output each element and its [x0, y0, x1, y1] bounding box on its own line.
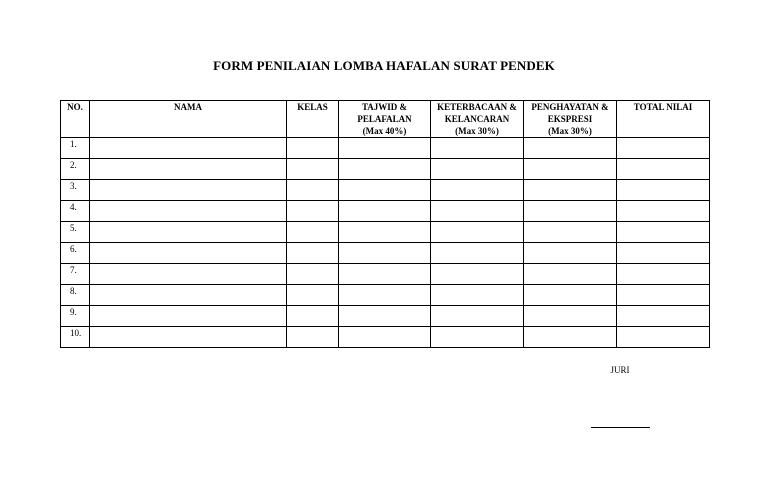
- cell-tajwid: [339, 285, 431, 306]
- cell-tajwid: [339, 180, 431, 201]
- header-penghayatan-ekspresi: PENGHAYATAN & EKSPRESI (Max 30%): [524, 101, 617, 138]
- table-header-row: [61, 101, 710, 138]
- table-row: [61, 159, 710, 180]
- row-number: 6.: [61, 243, 90, 264]
- table-row: [61, 222, 710, 243]
- row-number: 2.: [61, 159, 90, 180]
- cell-total: [617, 159, 710, 180]
- cell-kelas: [287, 159, 339, 180]
- cell-kelas: [287, 138, 339, 159]
- table-row: [61, 180, 710, 201]
- cell-penghayatan: [524, 327, 617, 348]
- cell-keterbacaan: [431, 243, 524, 264]
- table-row: [61, 243, 710, 264]
- cell-nama: [90, 285, 287, 306]
- cell-nama: [90, 327, 287, 348]
- signature-line: [591, 427, 650, 428]
- header-keterbacaan-kelancaran: KETERBACAAN & KELANCARAN (Max 30%): [431, 101, 524, 138]
- cell-kelas: [287, 201, 339, 222]
- cell-nama: [90, 201, 287, 222]
- cell-kelas: [287, 306, 339, 327]
- cell-penghayatan: [524, 180, 617, 201]
- cell-kelas: [287, 327, 339, 348]
- cell-tajwid: [339, 306, 431, 327]
- cell-nama: [90, 138, 287, 159]
- cell-nama: [90, 264, 287, 285]
- cell-keterbacaan: [431, 159, 524, 180]
- cell-penghayatan: [524, 201, 617, 222]
- row-number: 9.: [61, 306, 90, 327]
- cell-nama: [90, 222, 287, 243]
- cell-penghayatan: [524, 264, 617, 285]
- cell-tajwid: [339, 222, 431, 243]
- cell-kelas: [287, 243, 339, 264]
- cell-tajwid: [339, 138, 431, 159]
- row-number: 3.: [61, 180, 90, 201]
- cell-total: [617, 180, 710, 201]
- cell-tajwid: [339, 243, 431, 264]
- table-row: [61, 201, 710, 222]
- cell-tajwid: [339, 327, 431, 348]
- header-no: NO.: [61, 101, 90, 138]
- cell-penghayatan: [524, 138, 617, 159]
- cell-penghayatan: [524, 306, 617, 327]
- cell-kelas: [287, 285, 339, 306]
- cell-keterbacaan: [431, 222, 524, 243]
- row-number: 5.: [61, 222, 90, 243]
- cell-total: [617, 138, 710, 159]
- header-kelas: KELAS: [287, 101, 339, 138]
- cell-kelas: [287, 264, 339, 285]
- cell-keterbacaan: [431, 138, 524, 159]
- row-number: 10.: [61, 327, 90, 348]
- table-row: [61, 285, 710, 306]
- juri-label: JURI: [610, 365, 630, 375]
- header-tajwid-pelafalan: TAJWID & PELAFALAN (Max 40%): [339, 101, 431, 138]
- table-row: [61, 306, 710, 327]
- cell-penghayatan: [524, 222, 617, 243]
- table-row: [61, 138, 710, 159]
- cell-tajwid: [339, 159, 431, 180]
- cell-keterbacaan: [431, 327, 524, 348]
- table-row: [61, 264, 710, 285]
- cell-nama: [90, 159, 287, 180]
- cell-total: [617, 264, 710, 285]
- cell-kelas: [287, 222, 339, 243]
- score-table: [60, 100, 710, 348]
- cell-tajwid: [339, 201, 431, 222]
- table-row: [61, 327, 710, 348]
- cell-total: [617, 285, 710, 306]
- row-number: 8.: [61, 285, 90, 306]
- cell-kelas: [287, 180, 339, 201]
- cell-keterbacaan: [431, 285, 524, 306]
- row-number: 4.: [61, 201, 90, 222]
- row-number: 7.: [61, 264, 90, 285]
- cell-keterbacaan: [431, 180, 524, 201]
- cell-keterbacaan: [431, 306, 524, 327]
- cell-nama: [90, 306, 287, 327]
- cell-total: [617, 243, 710, 264]
- form-title: FORM PENILAIAN LOMBA HAFALAN SURAT PENDEK: [213, 58, 555, 73]
- cell-tajwid: [339, 264, 431, 285]
- header-total-nilai: TOTAL NILAI: [617, 101, 710, 138]
- cell-nama: [90, 180, 287, 201]
- cell-total: [617, 222, 710, 243]
- cell-keterbacaan: [431, 264, 524, 285]
- cell-penghayatan: [524, 243, 617, 264]
- cell-penghayatan: [524, 285, 617, 306]
- cell-total: [617, 201, 710, 222]
- cell-total: [617, 306, 710, 327]
- cell-keterbacaan: [431, 201, 524, 222]
- cell-total: [617, 327, 710, 348]
- cell-nama: [90, 243, 287, 264]
- table-body: [61, 138, 710, 348]
- cell-penghayatan: [524, 159, 617, 180]
- row-number: 1.: [61, 138, 90, 159]
- header-nama: NAMA: [90, 101, 287, 138]
